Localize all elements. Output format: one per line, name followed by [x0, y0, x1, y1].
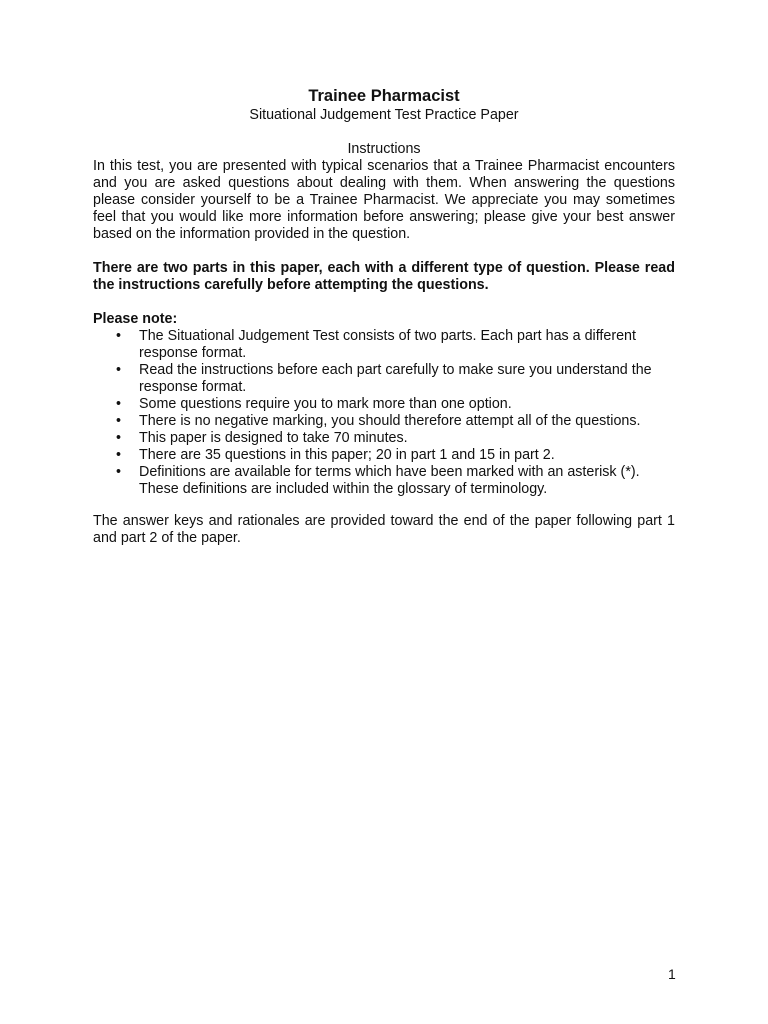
- bullet-icon: •: [116, 430, 122, 446]
- list-item: [116, 464, 675, 498]
- page-number: 1: [668, 966, 676, 982]
- list-item-text: There is no negative marking, you should therefore attempt all of the questions.: [139, 413, 641, 429]
- list-item: [116, 413, 675, 430]
- instructions-heading: Instructions: [347, 141, 421, 157]
- bullet-icon: •: [116, 396, 122, 412]
- please-note-heading: Please note:: [93, 311, 178, 327]
- bullet-icon: •: [116, 362, 122, 378]
- notes-list: [93, 328, 675, 498]
- intro-paragraph: In this test, you are presented with typical scenarios that a Trainee Pharmacist encounters and you are asked questions about dealing with them. When answering the questions please consider yourself to be a Trainee Pharmacist. We appreciate you may sometimes feel that you would like more information before answering; please give your best answer based on the information provided in the question.: [93, 158, 675, 242]
- list-item: [116, 328, 675, 362]
- document-subtitle: Situational Judgement Test Practice Paper: [249, 107, 519, 123]
- document-page: [93, 86, 675, 547]
- list-item-text: There are 35 questions in this paper; 20 in part 1 and 15 in part 2.: [139, 447, 555, 463]
- document-title: Trainee Pharmacist: [308, 87, 460, 105]
- bullet-icon: •: [116, 328, 122, 344]
- list-item: [116, 430, 675, 447]
- list-item-text: The Situational Judgement Test consists of two parts. Each part has a different response format.: [139, 328, 636, 361]
- list-item-text: Definitions are available for terms which have been marked with an asterisk (*). These definitions are included within the glossary of terminology.: [139, 464, 640, 497]
- answer-keys-paragraph: The answer keys and rationales are provided toward the end of the paper following part 1 and part 2 of the paper.: [93, 513, 675, 546]
- list-item-text: Some questions require you to mark more than one option.: [139, 396, 512, 412]
- list-item: [116, 396, 675, 413]
- list-item: [116, 447, 675, 464]
- parts-note-paragraph: There are two parts in this paper, each with a different type of question. Please read the instructions carefully before attempting the questions.: [93, 260, 675, 293]
- list-item-text: Read the instructions before each part carefully to make sure you understand the response format.: [139, 362, 652, 395]
- list-item-text: This paper is designed to take 70 minutes.: [139, 430, 408, 446]
- bullet-icon: •: [116, 464, 122, 480]
- list-item: [116, 362, 675, 396]
- bullet-icon: •: [116, 413, 122, 429]
- bullet-icon: •: [116, 447, 122, 463]
